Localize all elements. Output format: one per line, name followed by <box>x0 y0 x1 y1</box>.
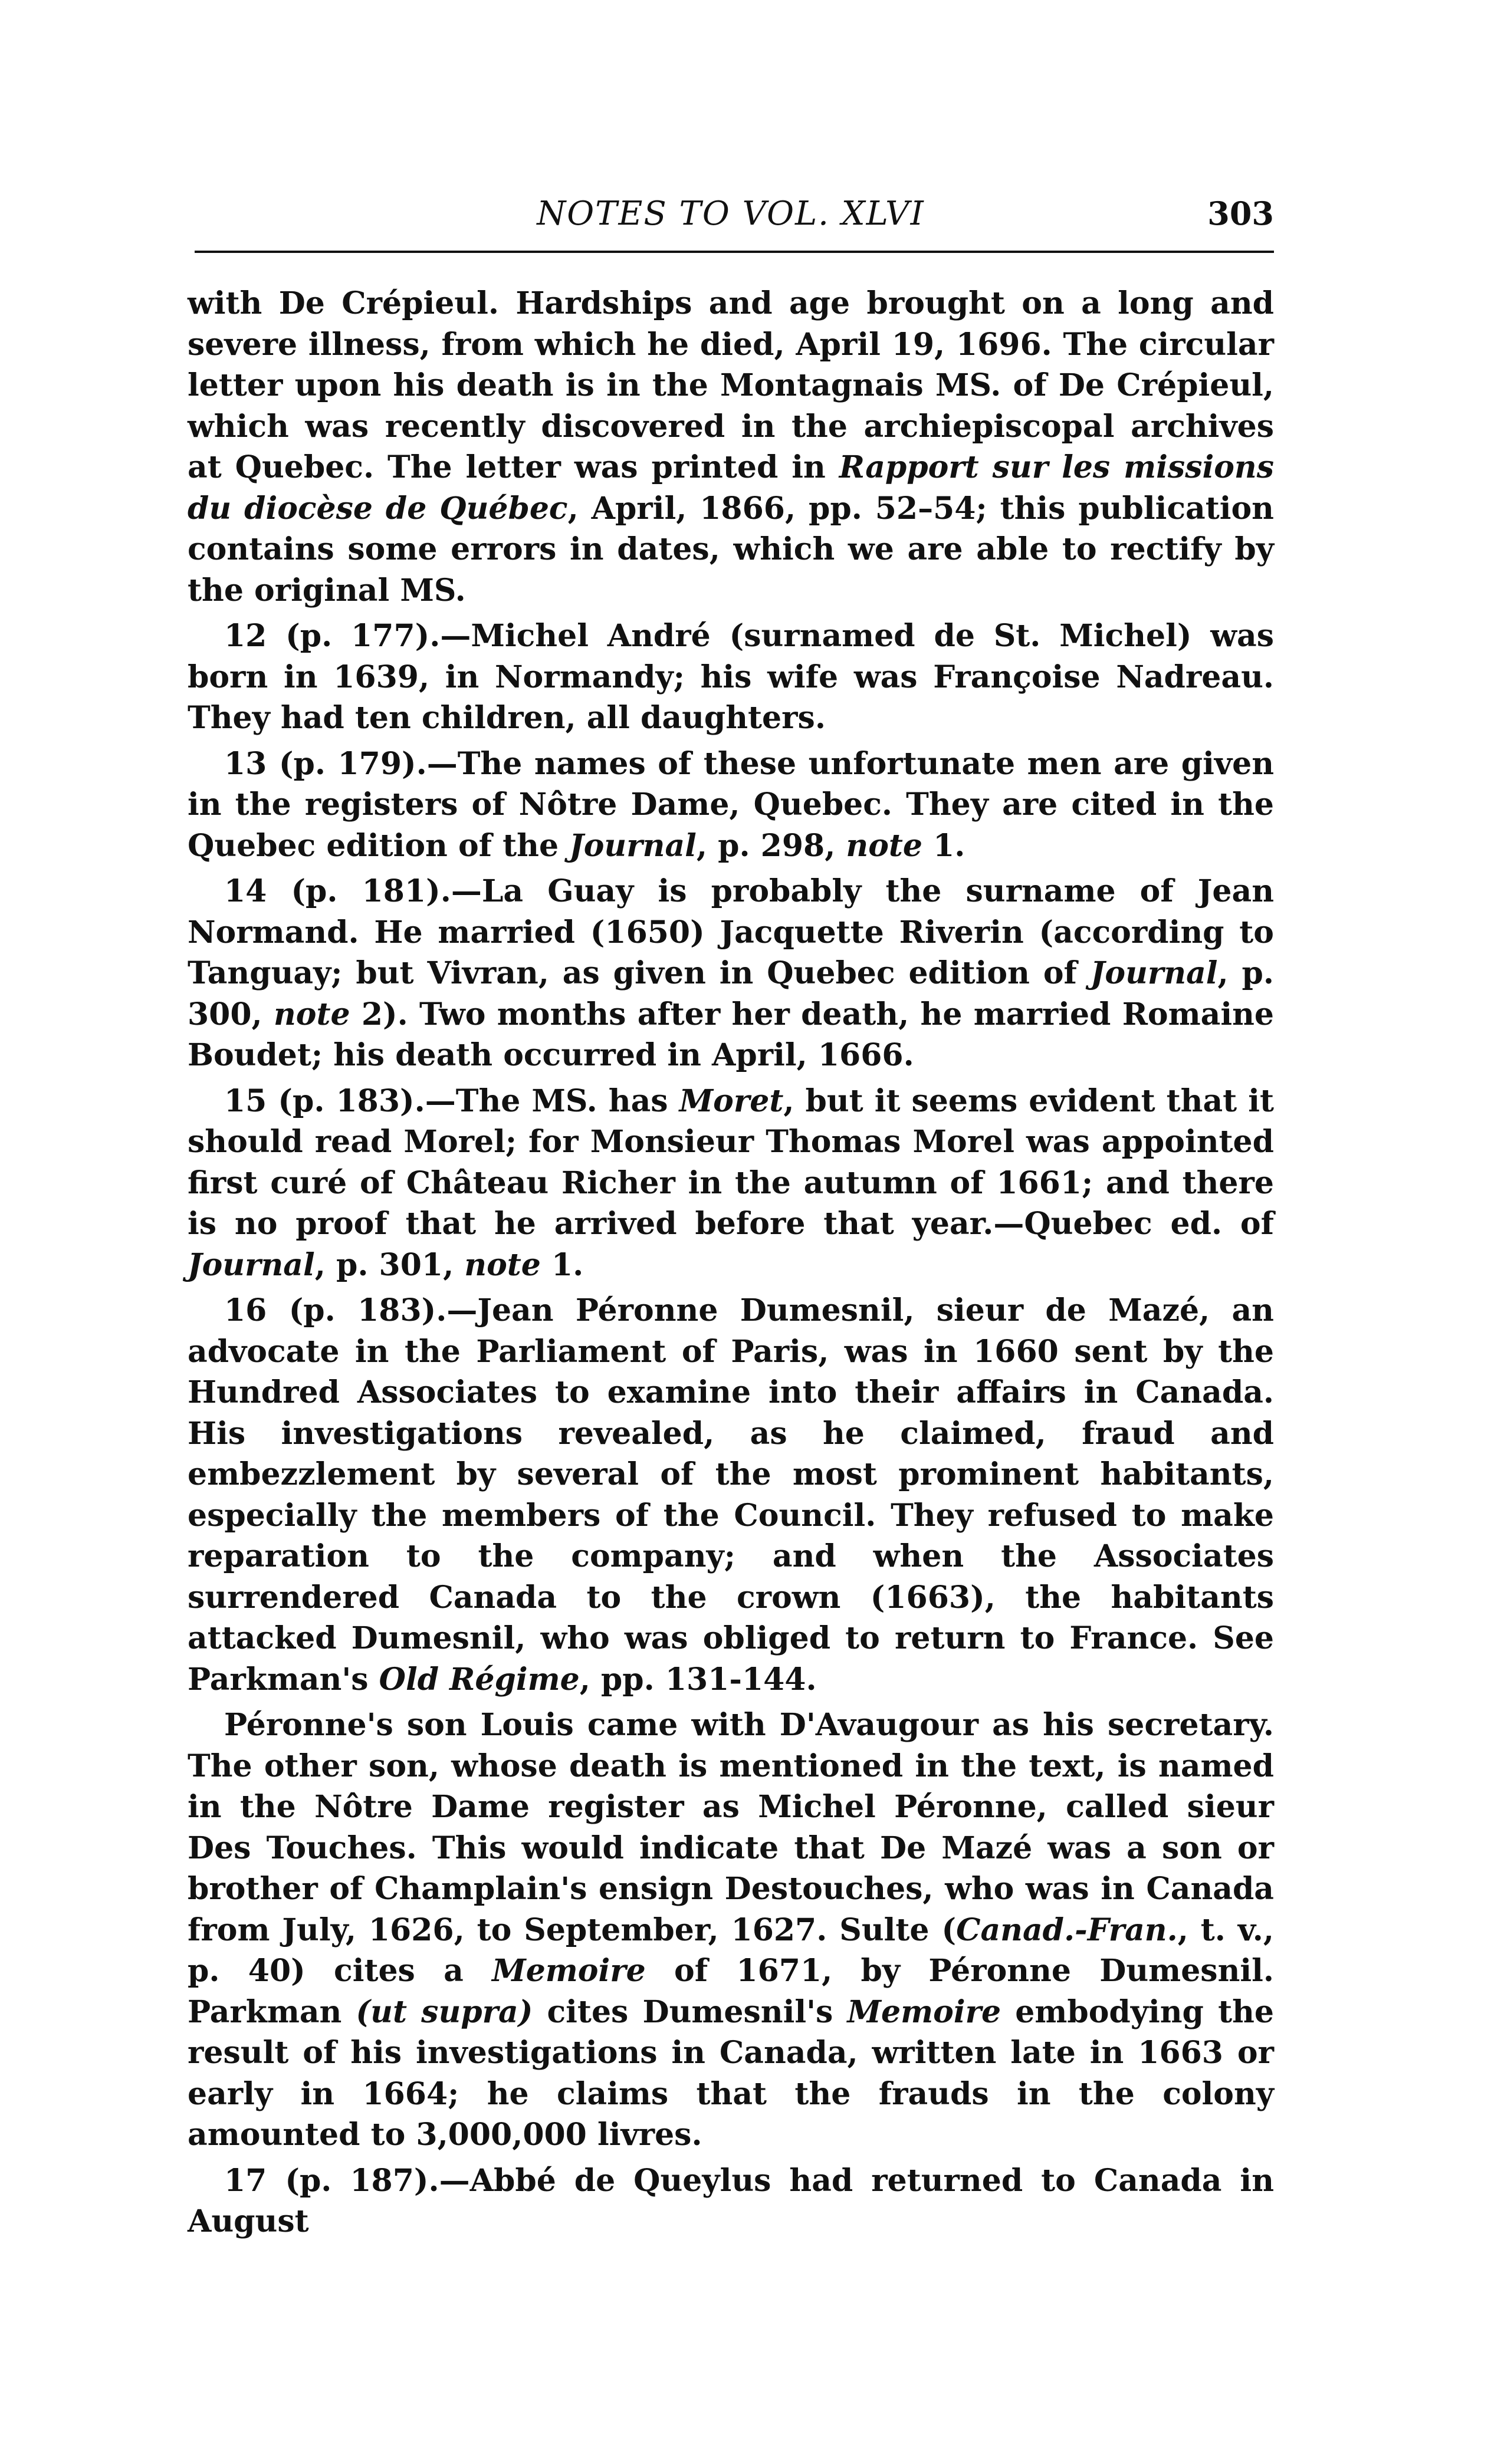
text-run: 13 (p. 179).—The names of these unfortunate men are given in the registers of Nôtre Dame, Quebec. They are cited in the Quebec edition of the <box>188 745 1274 864</box>
page-number: 303 <box>1207 195 1274 232</box>
note-paragraph <box>188 744 1274 867</box>
italic-text: Journal <box>569 827 697 864</box>
italic-text: Moret <box>679 1083 784 1119</box>
text-run: , p. 298, <box>696 827 846 864</box>
note-paragraph <box>188 1290 1274 1700</box>
text-run: cites Dumesnil's <box>533 1993 848 2030</box>
note-paragraph <box>188 2160 1274 2242</box>
text-run: , p. 300, <box>188 955 1275 1032</box>
note-paragraph <box>188 283 1274 611</box>
italic-text: note <box>273 996 350 1032</box>
text-run: with De Crépieul. Hardships and age brought on a long and severe illness, from which he died, April 19, 1696. The circular letter upon his death is in the Montagnais MS. of De Crépieul, which was recently discovered in the archiepiscopal archives at Quebec. The letter was printed in <box>188 285 1274 485</box>
text-run: 2). Two months after her death, he married Romaine Boudet; his death occurred in April, 1666. <box>188 996 1274 1073</box>
note-paragraph <box>188 1705 1274 2156</box>
text-run: of 1671, by Péronne Dumesnil. Parkman <box>188 1953 1274 2030</box>
italic-text: Journal <box>1090 955 1218 991</box>
text-run: 15 (p. 183).—The MS. has <box>224 1083 679 1119</box>
text-run: 17 (p. 187).—Abbé de Queylus had returned to Canada in August <box>188 2162 1274 2239</box>
notes-body <box>188 283 1274 2247</box>
text-run: , pp. 131-144. <box>579 1661 817 1698</box>
text-run: 1. <box>922 827 965 864</box>
italic-text: note <box>464 1246 541 1283</box>
italic-text: Journal <box>188 1246 315 1283</box>
text-run: 16 (p. 183).—Jean Péronne Dumesnil, sieur de Mazé, an advocate in the Parliament of Paris, was in 1660 sent by the Hundred Associates to examine into their affairs in Canada. His investigations revealed, as he claimed, fraud and embezzlement by several of the most prominent habitants, especially the members of the Council. They refused to make reparation to the company; and when the Associates surrendered Canada to the crown (1663), the habitants attacked Dumesnil, who was obliged to return to France. See Parkman's <box>188 1292 1274 1698</box>
header-rule <box>195 251 1274 253</box>
note-paragraph <box>188 871 1274 1076</box>
text-run: 1. <box>540 1246 584 1283</box>
text-run: embodying the result of his investigations in Canada, written late in 1663 or early in 1664; he claims that the frauds in the colony amounted to 3,000,000 livres. <box>188 1993 1275 2153</box>
note-paragraph <box>188 616 1274 739</box>
italic-text: (ut supra) <box>356 1993 533 2030</box>
text-run: , p. 301, <box>314 1246 465 1283</box>
text-run: , t. v., p. 40) cites a <box>188 1912 1275 1989</box>
text-run: 14 (p. 181).—La Guay is probably the surname of Jean Normand. He married (1650) Jacquette Riverin (according to Tanguay; but Vivran, as given in Quebec edition of <box>188 873 1274 991</box>
italic-text: note <box>846 827 923 864</box>
text-run: , April, 1866, pp. 52–54; this publication contains some errors in dates, which we are able to rectify by the original MS. <box>188 490 1274 608</box>
page-header <box>188 195 1274 242</box>
italic-text: Old Régime <box>379 1661 580 1698</box>
note-paragraph <box>188 1081 1274 1286</box>
italic-text: Memoire <box>492 1953 646 1989</box>
text-run: 12 (p. 177).—Michel André (surnamed de St. Michel) was born in 1639, in Normandy; his wife was Françoise Nadreau. They had ten children, all daughters. <box>188 618 1274 736</box>
text-run: Péronne's son Louis came with D'Avaugour as his secretary. The other son, whose death is mentioned in the text, is named in the Nôtre Dame register as Michel Péronne, called sieur Des Touches. This would indicate that De Mazé was a son or brother of Champlain's ensign Destouches, who was in Canada from July, 1626, to September, 1627. Sulte ( <box>188 1707 1274 1948</box>
italic-text: Canad.-Fran. <box>956 1912 1178 1948</box>
italic-text: Memoire <box>847 1993 1001 2030</box>
running-head: NOTES TO VOL. XLVI <box>537 195 925 233</box>
italic-text: Rapport sur les missions du diocèse de Québec <box>188 449 1274 527</box>
text-run: , but it seems evident that it should read Morel; for Monsieur Thomas Morel was appointed first curé of Château Richer in the autumn of 1661; and there is no proof that he arrived before that year.—Quebec ed. of <box>188 1083 1274 1242</box>
